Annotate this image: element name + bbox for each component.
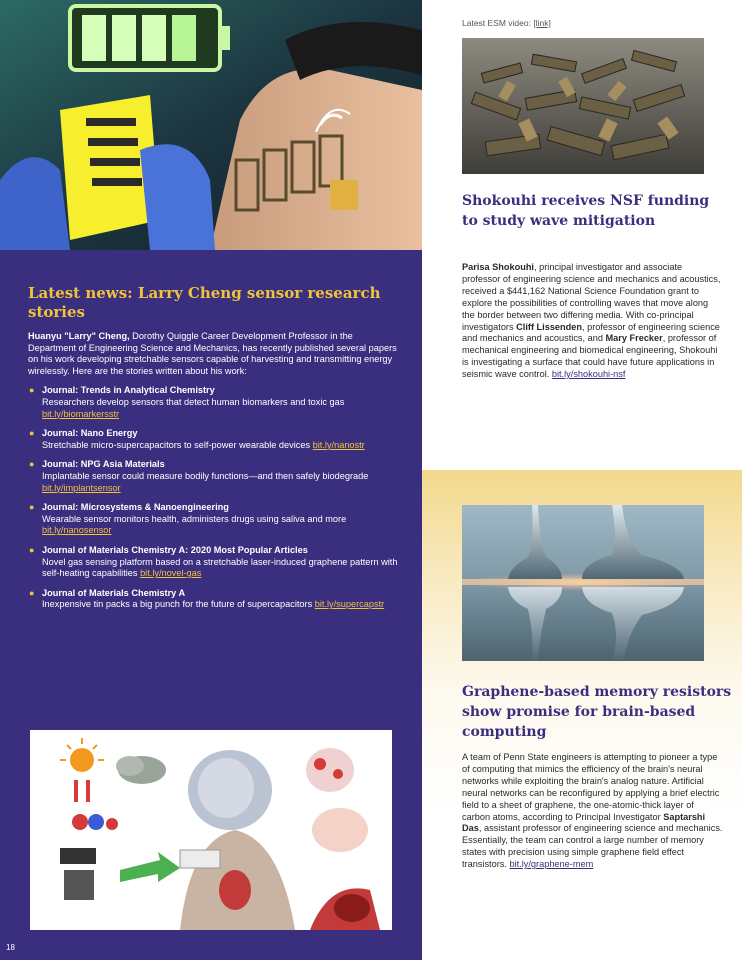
shokouhi-text-3: , professor of mechanical engineering and biomedical engineering, Shokouhi is investigating a surface that could have future applications in seismic wave control.: [462, 333, 718, 380]
story-journal: Journal: Microsystems & Nanoengineering: [42, 502, 229, 513]
story-desc: Stretchable micro-supercapacitors to self-power wearable devices: [42, 439, 313, 450]
story-journal: Journal: Trends in Analytical Chemistry: [42, 385, 215, 396]
name-frecker: Mary Frecker: [605, 333, 663, 344]
video-label-text: Latest ESM video:: [462, 18, 534, 28]
metamaterial-photo: [462, 38, 704, 174]
story-item: [28, 502, 400, 537]
video-link[interactable]: [link]: [533, 18, 551, 28]
graphene-body: [462, 752, 724, 871]
graphene-section: [422, 470, 742, 960]
shokouhi-link[interactable]: bit.ly/shokouhi-nsf: [551, 369, 626, 380]
story-journal: Journal: Nano Energy: [42, 428, 138, 439]
neuron-photo: [462, 505, 704, 661]
video-label: [462, 18, 551, 28]
intro-text: Dorothy Quiggle Career Development Professor in the Department of Engineering Science and Mechanics, has recently published several papers on his work developing stretchable sensors capable of harvesting and transmitting energy wirelessly. Here are the stories written about his work:: [28, 331, 397, 376]
sensor-hero-image: [0, 0, 422, 250]
bullet-icon: ●: [29, 544, 35, 555]
graphene-text-2: , assistant professor of engineering science and mechanics. Essentially, the team can control a large number of memory states with precision using simple graphene field effect transistors.: [462, 823, 723, 870]
news-title: Latest news: Larry Cheng sensor research stories: [28, 284, 381, 321]
name-das: Saptarshi Das: [462, 811, 706, 834]
story-link[interactable]: bit.ly/implantsensor: [42, 482, 121, 493]
story-link[interactable]: bit.ly/supercapstr: [314, 599, 385, 610]
shokouhi-section: [422, 0, 742, 470]
graphene-text-1: A team of Penn State engineers is attempting to pioneer a type of computing that mimics the efficiency of the brain's neural networks while exploiting the brain's analog nature. Artificial neural networks can be reconfigured by applying a brief electric field to a sheet of graphene, the one-atomic-thick layer of carbon atoms, according to Principal Investigator: [462, 752, 720, 822]
story-link[interactable]: bit.ly/novel-gas: [140, 568, 202, 579]
story-item: [28, 545, 400, 580]
shokouhi-body: [462, 262, 722, 381]
sensor-diagram-figure: [30, 730, 392, 930]
shokouhi-text-2: , professor of engineering science and mechanics and acoustics, and: [462, 321, 720, 344]
graphene-link[interactable]: bit.ly/graphene-mem: [509, 859, 594, 870]
bullet-icon: ●: [29, 385, 35, 396]
news-section: [28, 284, 400, 619]
bullet-icon: ●: [29, 502, 35, 513]
story-item: [28, 385, 400, 420]
name-shokouhi: Parisa Shokouhi: [462, 262, 534, 272]
bullet-icon: ●: [29, 459, 35, 470]
story-desc: Researchers develop sensors that detect human biomarkers and toxic gas: [42, 396, 345, 407]
story-desc: Novel gas sensing platform based on a stretchable laser-induced graphene pattern with self-heating capabilities: [42, 556, 398, 579]
page-number: 18: [6, 943, 15, 952]
shokouhi-text-1: , principal investigator and associate professor of engineering science and mechanics and acoustics, received a $441,162 National Science Foundation grant to explore the possibilities of controlling waves that move along the border between two differing media. With co-principal investigators: [462, 262, 721, 332]
story-link[interactable]: bit.ly/biomarkersstr: [42, 408, 120, 419]
shokouhi-title: Shokouhi receives NSF funding to study wave mitigation: [462, 193, 710, 229]
story-item: [28, 588, 400, 611]
story-journal: Journal: NPG Asia Materials: [42, 459, 165, 470]
story-journal: Journal of Materials Chemistry A: 2020 Most Popular Articles: [42, 544, 308, 555]
story-link[interactable]: bit.ly/nanostr: [312, 439, 365, 450]
bullet-icon: ●: [29, 587, 35, 598]
bullet-icon: ●: [29, 428, 35, 439]
story-desc: Wearable sensor monitors health, administers drugs using saliva and more: [42, 513, 347, 524]
story-desc: Inexpensive tin packs a big punch for the future of supercapacitors: [42, 599, 315, 610]
story-item: [28, 428, 400, 451]
graphene-title: Graphene-based memory resistors show promise for brain-based computing: [462, 684, 732, 740]
intro-name: Huanyu "Larry" Cheng,: [28, 331, 130, 341]
story-desc: Implantable sensor could measure bodily functions—and then safely biodegrade: [42, 470, 369, 481]
story-journal: Journal of Materials Chemistry A: [42, 587, 186, 598]
news-intro: [28, 331, 400, 377]
story-item: [28, 459, 400, 494]
name-lissenden: Cliff Lissenden: [516, 321, 582, 332]
story-link[interactable]: bit.ly/nanosensor: [42, 525, 112, 536]
